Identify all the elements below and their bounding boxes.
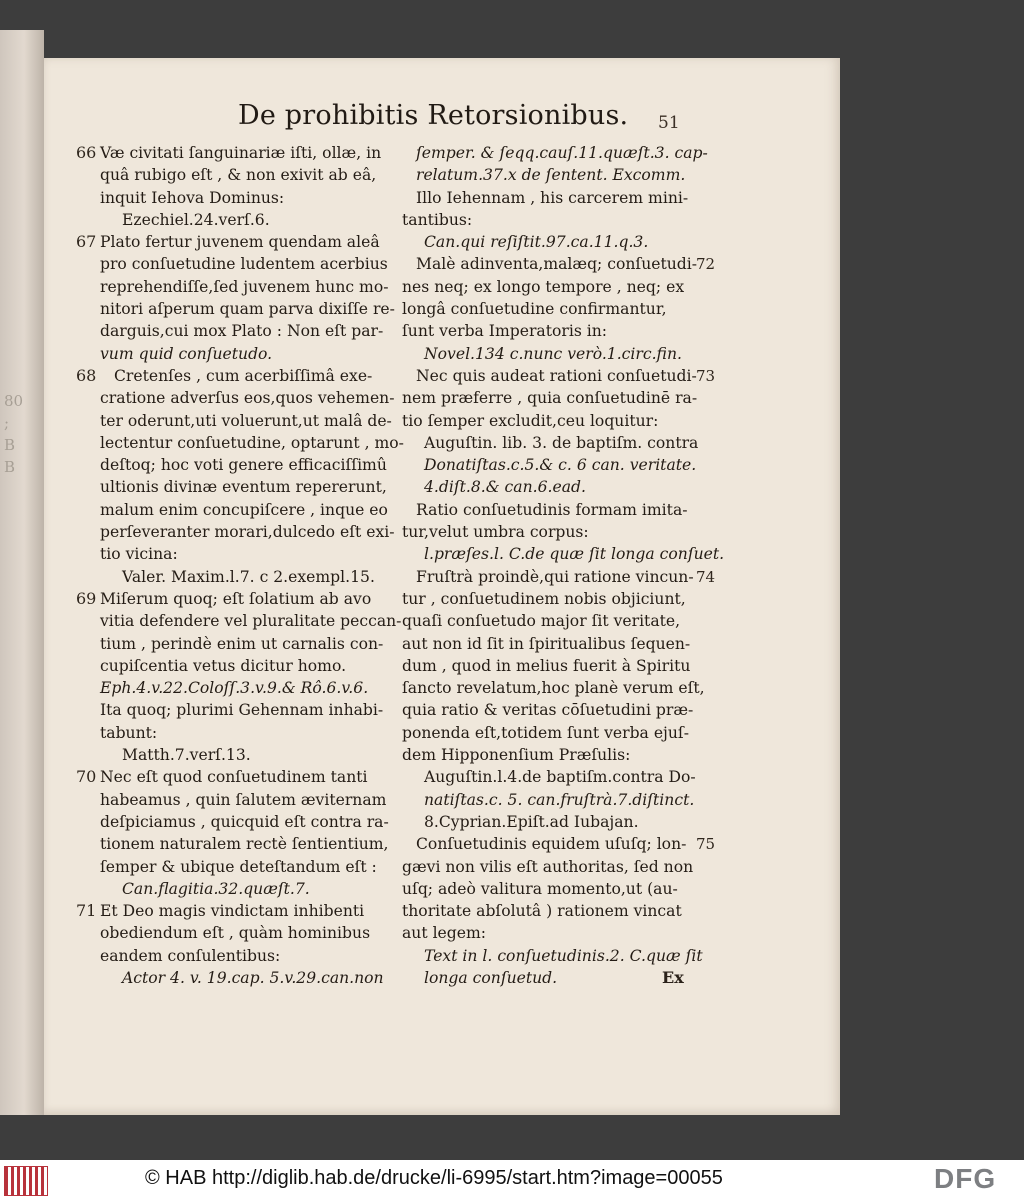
- text-line: longâ conſuetudine confirmantur,: [402, 300, 667, 319]
- footer-bar: [0, 1160, 1024, 1199]
- text-line: tur,velut umbra corpus:: [402, 523, 589, 542]
- text-line: ponenda eſt,totidem ſunt verba ejuſ-: [402, 723, 689, 742]
- text-line: Valer. Maxim.l.7. c 2.exempl.15.: [122, 567, 375, 586]
- text-line: Donatiſtas.c.5.& c. 6 can. veritate.: [424, 456, 697, 475]
- text-line: Matth.7.verſ.13.: [122, 746, 251, 765]
- text-line: cupiſcentia vetus dicitur homo.: [100, 656, 347, 675]
- text-line: darguis,cui mox Plato : Non eſt par-: [100, 322, 384, 341]
- text-line: vum quid conſuetudo.: [100, 344, 273, 363]
- text-line: Ita quoq; plurimi Gehennam inhabi-: [100, 701, 384, 720]
- text-line: [76, 231, 400, 253]
- text-line: Can.qui reſiſtit.97.ca.11.q.3.: [424, 233, 649, 252]
- hab-logo-icon: [4, 1166, 48, 1196]
- spine-mark: ;: [4, 414, 10, 432]
- text-line: nem præferre , quia conſuetudinē ra-: [402, 389, 698, 408]
- spine-mark: 80: [4, 392, 24, 410]
- text-line-content: Malè adinventa,malæq; conſuetudi-: [416, 255, 698, 274]
- paragraph-number: 73: [696, 366, 716, 385]
- text-line-content: Plato fertur juvenem quendam aleâ: [100, 233, 380, 252]
- text-line: pro conſuetudine ludentem acerbius: [100, 255, 388, 274]
- text-line: tionem naturalem rectè ſentientium,: [100, 835, 389, 854]
- paragraph-number: 74: [696, 567, 716, 586]
- text-line: Eph.4.v.22.Coloſſ.3.v.9.& Rô.6.v.6.: [100, 679, 369, 698]
- text-line: tio ſemper excludit,ceu loquitur:: [402, 411, 659, 430]
- text-line: deſpiciamus , quicquid eſt contra ra-: [100, 812, 389, 831]
- text-line: [76, 588, 400, 610]
- text-line: ſunt verba Imperatoris in:: [402, 322, 608, 341]
- paragraph-number: 68: [76, 365, 97, 385]
- text-line: tantibus:: [402, 210, 473, 229]
- spine-marks: [4, 390, 40, 478]
- book-spine-edge: [0, 30, 44, 1115]
- text-line-content: Et Deo magis vindictam inhibenti: [100, 902, 365, 921]
- text-line: reprehendiſſe,ſed juvenem hunc mo-: [100, 277, 389, 296]
- page-heading: De prohibitis Retorsionibus.: [238, 100, 629, 131]
- text-line: [76, 142, 400, 164]
- text-line: Illo Iehennam , his carcerem mini-: [416, 188, 689, 207]
- text-line: quaſi conſuetudo major ſit veritate,: [402, 612, 681, 631]
- text-line: [402, 253, 716, 275]
- text-line: aut non id ſit in ſpiritualibus ſequen-: [402, 634, 691, 653]
- text-line: relatum.37.x de ſentent. Excomm.: [416, 166, 686, 185]
- text-line: ultionis divinæ eventum repererunt,: [100, 478, 387, 497]
- text-line: natiſtas.c. 5. can.fruſtrà.7.diſtinct.: [424, 790, 695, 809]
- text-line: ſancto revelatum,hoc planè verum eſt,: [402, 679, 705, 698]
- spine-mark: B: [4, 458, 16, 476]
- text-line: [76, 900, 400, 922]
- text-line: quia ratio & veritas cōſuetudini præ-: [402, 701, 694, 720]
- text-line: tur , conſuetudinem nobis objiciunt,: [402, 589, 686, 608]
- text-line: inquit Iehova Dominus:: [100, 188, 285, 207]
- text-line: malum enim concupiſcere , inque eo: [100, 500, 388, 519]
- text-line: aut legem:: [402, 924, 487, 943]
- paragraph-number: 66: [76, 143, 97, 162]
- text-line: tabunt:: [100, 723, 158, 742]
- text-line: thoritate abſolutâ ) rationem vincat: [402, 902, 682, 921]
- text-column-left: [76, 142, 404, 989]
- text-line: nes neq; ex longo tempore , neq; ex: [402, 277, 685, 296]
- text-line: nitori aſperum quam parva dixiſſe re-: [100, 300, 395, 319]
- paragraph-number: 71: [76, 901, 97, 921]
- text-line-content: Væ civitati ſanguinariæ iſti, ollæ, in: [100, 144, 382, 162]
- dfg-logo: DFG: [934, 1163, 997, 1194]
- page-number: 51: [658, 113, 680, 133]
- paragraph-number: 72: [696, 255, 716, 274]
- text-line: [76, 365, 400, 387]
- text-line: habeamus , quin ſalutem æviternam: [100, 790, 387, 809]
- text-line: ſemper. & ſeqq.cauſ.11.quæſt.3. cap-: [416, 144, 708, 162]
- text-line-content: Cretenſes , cum acerbiſſimâ exe-: [114, 366, 373, 385]
- text-line: 8.Cyprian.Epiſt.ad Iubajan.: [424, 812, 639, 831]
- text-line: ter oderunt,uti voluerunt,ut malâ de-: [100, 411, 392, 430]
- text-line: dem Hipponenſium Præſulis:: [402, 746, 631, 765]
- text-line: ſemper & ubique deteſtandum eſt :: [100, 857, 377, 876]
- text-line: [76, 766, 400, 788]
- text-line-content: Nec quis audeat rationi conſuetudi-: [416, 366, 697, 385]
- text-line: deſtoq; hoc voti genere efficaciſſimû: [100, 456, 387, 475]
- text-line: [402, 365, 716, 387]
- text-line-content: Fruſtrà proindè,qui ratione vincun-: [416, 567, 694, 586]
- text-line: dum , quod in melius fuerit à Spiritu: [402, 656, 691, 675]
- text-line: obediendum eſt , quàm hominibus: [100, 924, 371, 943]
- text-line: Auguſtin. lib. 3. de baptiſm. contra: [424, 433, 699, 452]
- paragraph-number: 69: [76, 588, 97, 608]
- text-line: tio vicina:: [100, 545, 178, 564]
- paragraph-number: 70: [76, 767, 97, 787]
- text-line: tium , perindè enim ut carnalis con-: [100, 634, 384, 653]
- text-line: Ratio conſuetudinis formam imita-: [416, 500, 688, 519]
- text-line: Ezechiel.24.verſ.6.: [122, 210, 270, 229]
- text-line: lectentur conſuetudine, optarunt , mo-: [100, 433, 404, 452]
- text-line: quâ rubigo eſt , & non exivit ab eâ,: [100, 166, 377, 185]
- text-line: uſq; adeò valitura momento,ut (au-: [402, 879, 678, 898]
- text-line: 4.diſt.8.& can.6.ead.: [424, 478, 586, 497]
- text-line: l.præſes.l. C.de quæ ſit longa conſuet.: [424, 545, 725, 564]
- text-line: eandem conſulentibus:: [100, 946, 281, 965]
- catchword: Ex: [662, 968, 684, 987]
- copyright-link[interactable]: © HAB http://diglib.hab.de/drucke/li-6995/start.htm?image=00055: [145, 1167, 723, 1189]
- text-line: [402, 566, 716, 588]
- text-line: Auguſtin.l.4.de baptiſm.contra Do-: [424, 768, 696, 787]
- spine-mark: B: [4, 436, 16, 454]
- text-line: gævi non vilis eſt authoritas, ſed non: [402, 857, 694, 876]
- text-line: longa conſuetud.: [424, 968, 558, 987]
- paragraph-number: 75: [696, 835, 716, 854]
- text-line: Actor 4. v. 19.cap. 5.v.29.can.non: [122, 968, 384, 987]
- text-line: [402, 833, 716, 855]
- text-line: vitia defendere vel pluralitate peccan-: [100, 612, 402, 631]
- text-line: perſeveranter morari,dulcedo eſt exi-: [100, 523, 395, 542]
- text-line: Text in l. conſuetudinis.2. C.quæ ſit: [424, 946, 703, 965]
- text-line-content: Miſerum quoq; eſt ſolatium ab avo: [100, 589, 372, 608]
- text-line-content: Conſuetudinis equidem uſuſq; lon-: [416, 835, 687, 854]
- text-line: cratione adverſus eos,quos vehemen-: [100, 389, 395, 408]
- text-line-content: Nec eſt quod conſuetudinem tanti: [100, 768, 368, 787]
- paragraph-number: 67: [76, 232, 97, 252]
- text-column-right: [402, 142, 725, 989]
- text-line: Can.flagitia.32.quæſt.7.: [122, 879, 310, 898]
- text-line: Novel.134 c.nunc verò.1.circ.fin.: [424, 344, 682, 363]
